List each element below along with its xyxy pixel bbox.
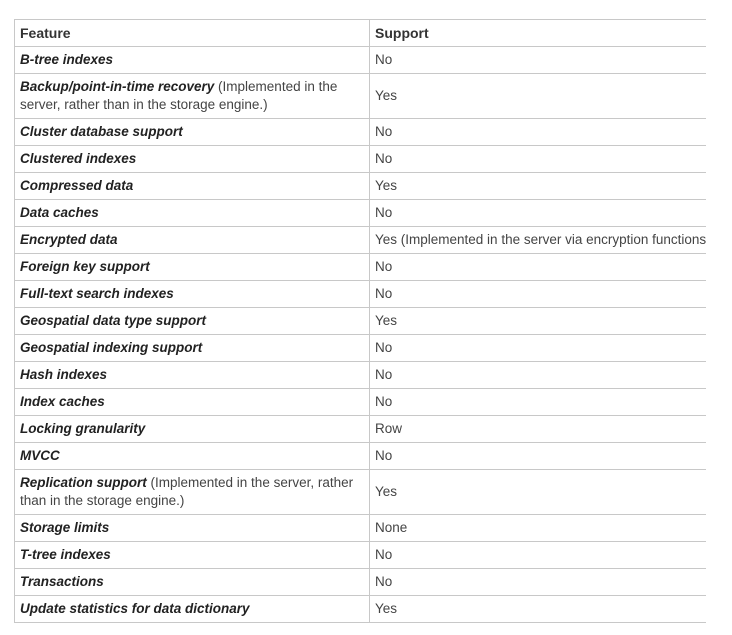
- feature-name: Geospatial data type support: [20, 313, 207, 328]
- support-cell: Yes (Implemented in the server via encryption functions: [370, 227, 707, 254]
- support-cell: Yes: [370, 308, 707, 335]
- feature-cell: [15, 443, 370, 470]
- table-row: [15, 416, 707, 443]
- feature-name: Locking granularity: [20, 421, 146, 436]
- feature-cell: [15, 515, 370, 542]
- feature-name: Foreign key support: [20, 259, 150, 274]
- feature-name: Compressed data: [20, 178, 134, 193]
- feature-cell: [15, 200, 370, 227]
- table-row: [15, 47, 707, 74]
- support-cell: No: [370, 389, 707, 416]
- feature-name: Hash indexes: [20, 367, 108, 382]
- support-cell: No: [370, 200, 707, 227]
- table-row: [15, 227, 707, 254]
- support-cell: Row: [370, 416, 707, 443]
- support-cell: Yes: [370, 596, 707, 623]
- support-cell: No: [370, 335, 707, 362]
- table-row: [15, 281, 707, 308]
- feature-cell: [15, 416, 370, 443]
- support-cell: Yes: [370, 173, 707, 200]
- table-row: [15, 146, 707, 173]
- support-cell: Yes: [370, 470, 707, 515]
- feature-name: Geospatial indexing support: [20, 340, 203, 355]
- feature-cell: [15, 227, 370, 254]
- feature-cell: [15, 146, 370, 173]
- feature-name: Index caches: [20, 394, 105, 409]
- feature-cell: [15, 596, 370, 623]
- table-row: [15, 362, 707, 389]
- header-support: Support: [370, 20, 707, 47]
- table-row: [15, 596, 707, 623]
- feature-name: Storage limits: [20, 520, 110, 535]
- table-row: [15, 200, 707, 227]
- support-cell: No: [370, 47, 707, 74]
- feature-cell: [15, 47, 370, 74]
- table-row: [15, 308, 707, 335]
- feature-table-viewport: [14, 19, 706, 623]
- table-row: [15, 470, 707, 515]
- feature-name: Cluster database support: [20, 124, 183, 139]
- feature-cell: [15, 74, 370, 119]
- feature-cell: [15, 362, 370, 389]
- feature-cell: [15, 335, 370, 362]
- feature-cell: [15, 173, 370, 200]
- feature-cell: [15, 254, 370, 281]
- support-cell: Yes: [370, 74, 707, 119]
- table-row: [15, 515, 707, 542]
- table-row: [15, 542, 707, 569]
- support-cell: No: [370, 569, 707, 596]
- feature-name: B-tree indexes: [20, 52, 114, 67]
- feature-name: Encrypted data: [20, 232, 118, 247]
- support-cell: None: [370, 515, 707, 542]
- support-cell: No: [370, 542, 707, 569]
- feature-name: Backup/point-in-time recovery: [20, 79, 215, 94]
- support-cell: No: [370, 443, 707, 470]
- feature-name: Clustered indexes: [20, 151, 137, 166]
- table-row: [15, 335, 707, 362]
- table-row: [15, 173, 707, 200]
- feature-name: Update statistics for data dictionary: [20, 601, 250, 616]
- feature-note: (Implemented in the server, rather than in the storage engine.): [20, 475, 354, 508]
- support-cell: No: [370, 281, 707, 308]
- support-cell: No: [370, 362, 707, 389]
- support-cell: No: [370, 146, 707, 173]
- feature-cell: [15, 542, 370, 569]
- feature-name: MVCC: [20, 448, 60, 463]
- feature-cell: [15, 281, 370, 308]
- table-row: [15, 119, 707, 146]
- table-row: [15, 569, 707, 596]
- feature-note: (Implemented in the server, rather than in the storage engine.): [20, 79, 338, 112]
- support-cell: No: [370, 254, 707, 281]
- table-row: [15, 74, 707, 119]
- feature-cell: [15, 470, 370, 515]
- feature-cell: [15, 569, 370, 596]
- feature-name: Transactions: [20, 574, 104, 589]
- feature-cell: [15, 308, 370, 335]
- header-feature: Feature: [15, 20, 370, 47]
- table-row: [15, 254, 707, 281]
- feature-name: Replication support: [20, 475, 147, 490]
- feature-cell: [15, 119, 370, 146]
- support-cell: No: [370, 119, 707, 146]
- table-row: [15, 389, 707, 416]
- feature-support-table: [14, 19, 706, 623]
- table-header-row: [15, 20, 707, 47]
- feature-name: Full-text search indexes: [20, 286, 174, 301]
- table-row: [15, 443, 707, 470]
- feature-name: Data caches: [20, 205, 99, 220]
- feature-name: T-tree indexes: [20, 547, 111, 562]
- feature-cell: [15, 389, 370, 416]
